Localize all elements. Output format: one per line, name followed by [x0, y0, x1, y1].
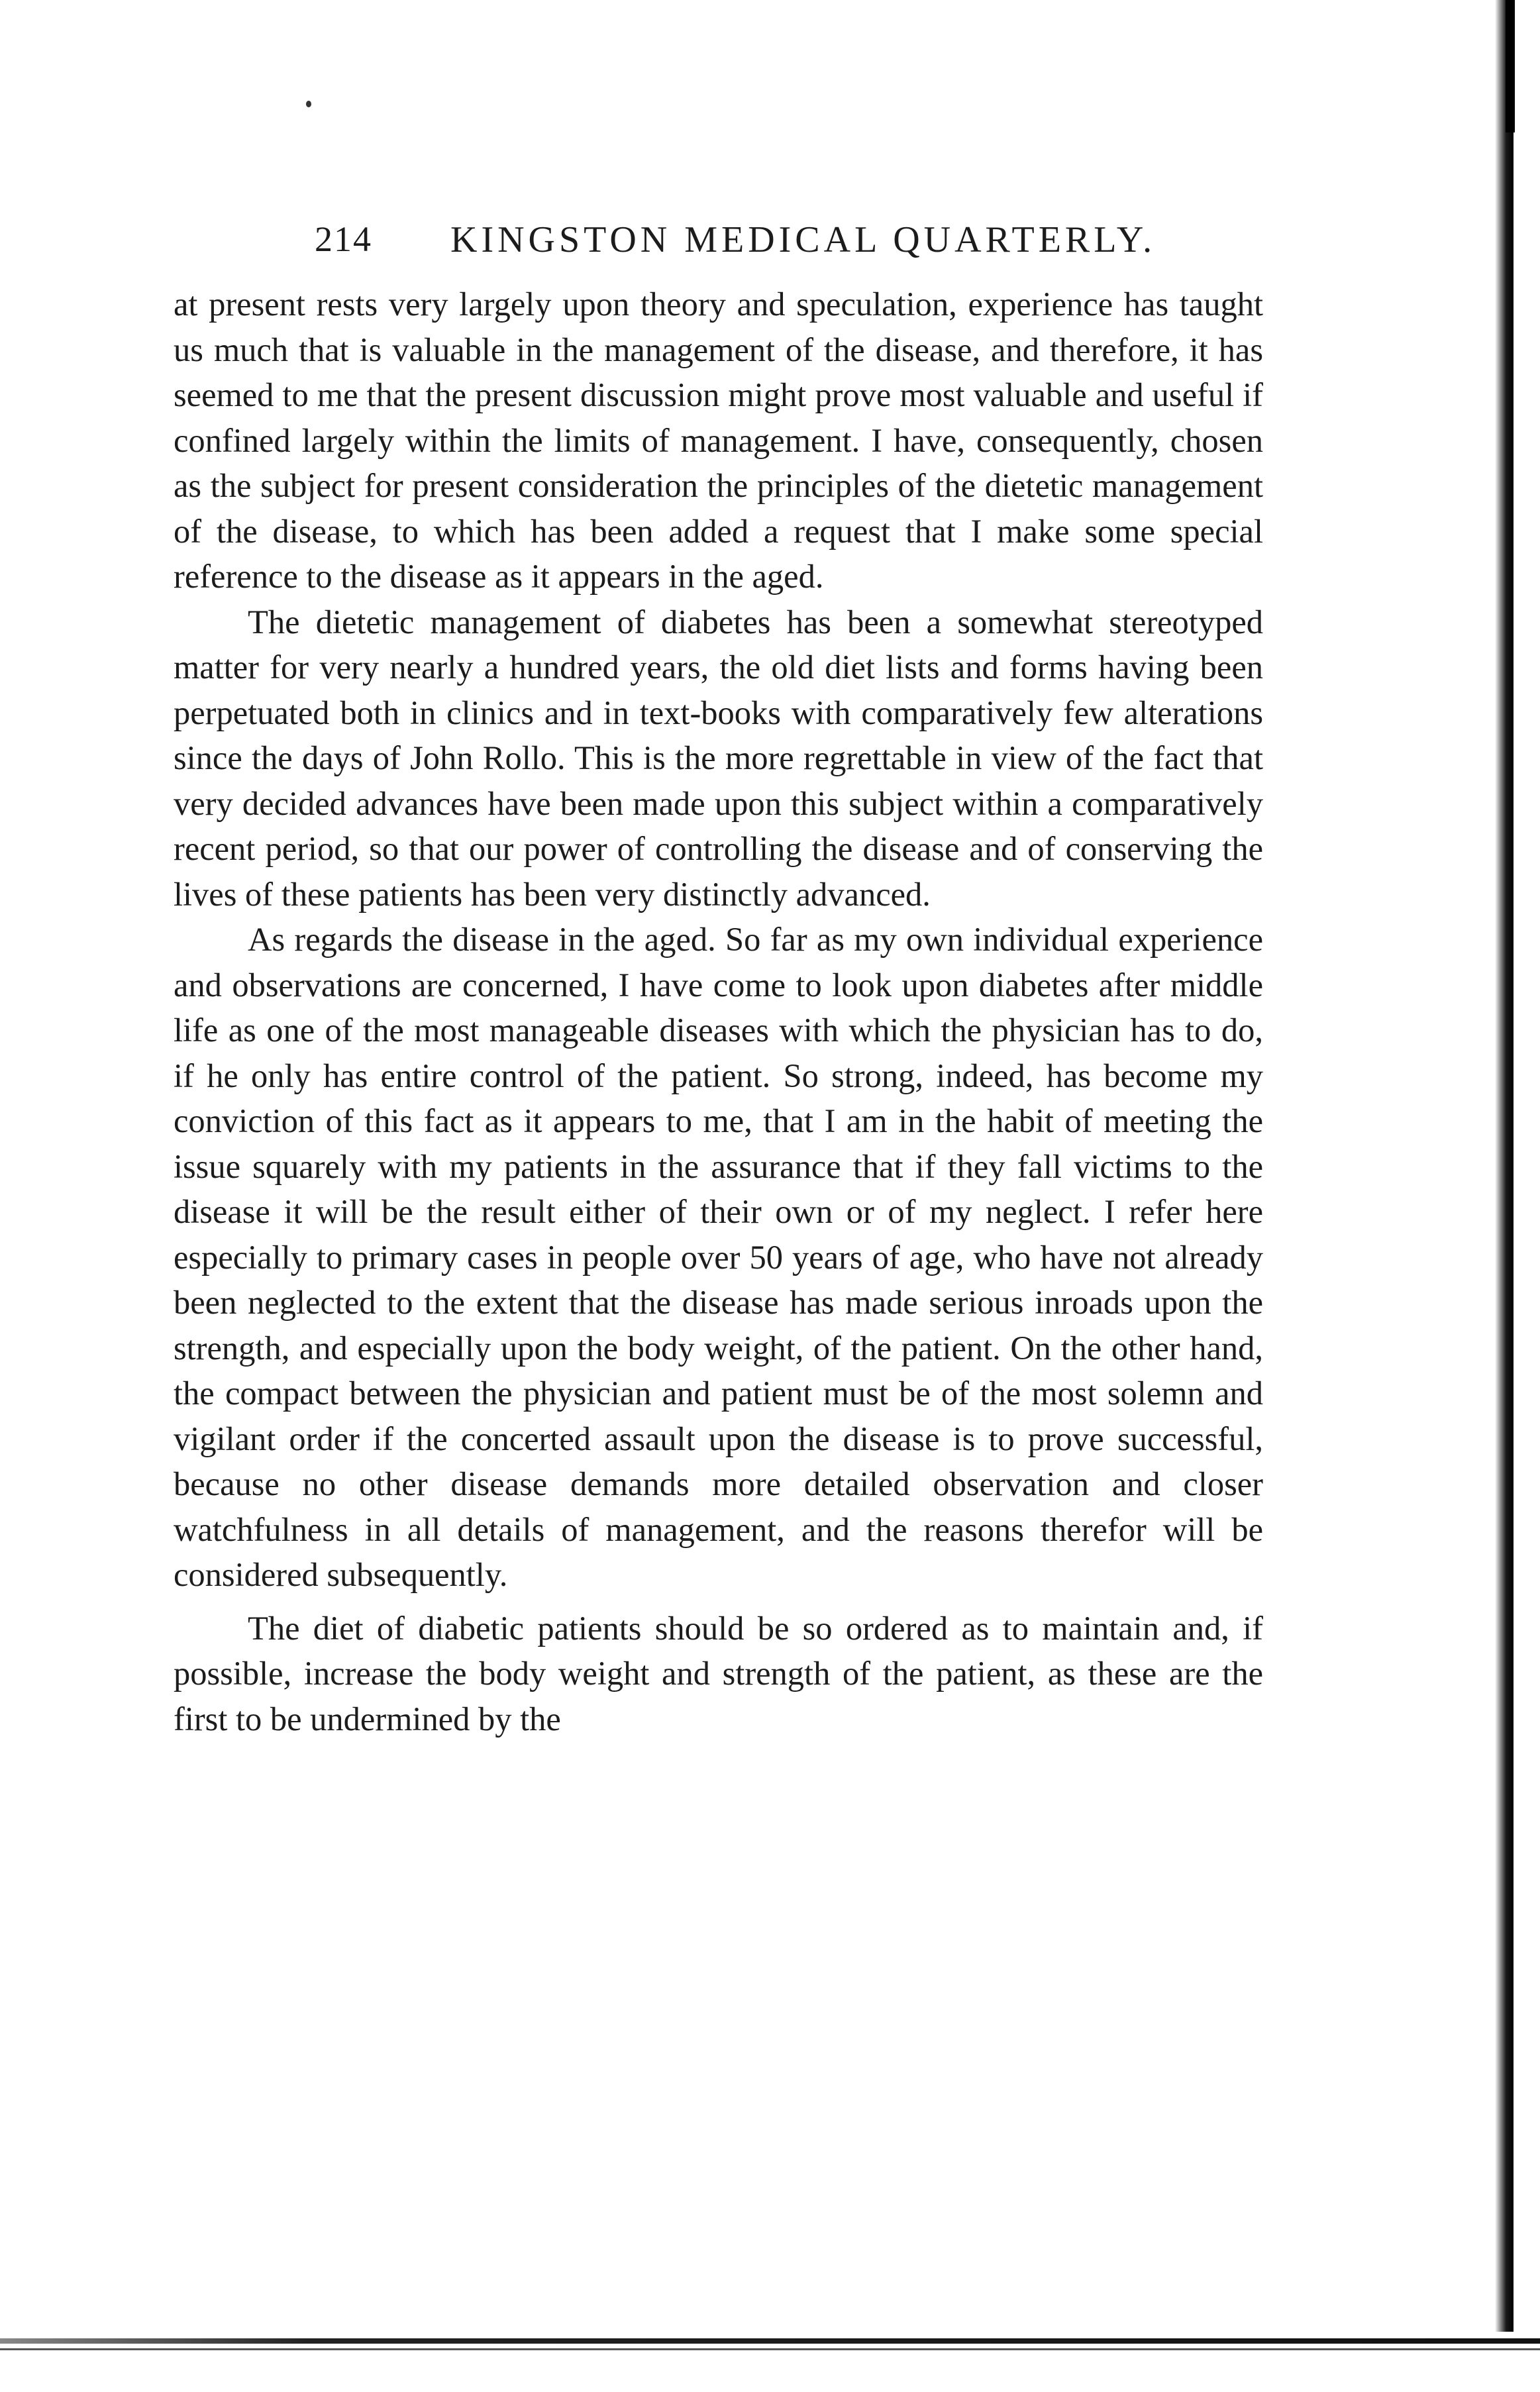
page-header: [315, 219, 1308, 272]
paragraph-continuation: at present rests very largely upon theory and speculation, experience has taught us much that is valuable in the management of the disease, and therefore, it has seemed to me that the present discussion might prove most valuable and useful if confined largely within the limits of management. I have, consequently, chosen as the subject for present consideration the principles of the dietetic management of the disease, to which has been added a request that I make some special reference to the disease as it appears in the aged.: [174, 286, 1263, 595]
binding-shadow-top: [1506, 0, 1515, 132]
page-number: 214: [315, 219, 372, 259]
running-head: KINGSTON MEDICAL QUARTERLY.: [450, 219, 1156, 260]
paragraph-dietetic-management: The dietetic management of diabetes has been a somewhat stereotyped matter for very nearly a hundred years, the old diet lists and forms having been perpetuated both in clinics and in text-books with comparatively few alterations since the days of John Rollo. This is the more regrettable in view of the fact that very decided advances have been made upon this subject within a comparatively recent period, so that our power of controlling the disease and of conserving the lives of these patients has been very distinctly advanced.: [174, 603, 1263, 913]
paragraph-disease-in-aged: As regards the disease in the aged. So far as my own individual experience and observations are concerned, I have come to look upon diabetes after middle life as one of the most manageable diseases with which the physician has to do, if he only has entire control of the patient. So strong, indeed, has become my conviction of this fact as it appears to me, that I am in the habit of meeting the issue squarely with my patients in the assurance that if they fall victims to the disease it will be the result either of their own or of my neglect. I refer here especially to primary cases in people over 50 years of age, who have not already been neglected to the extent that the disease has made serious inroads upon the strength, and especially upon the body weight, of the patient. On the other hand, the compact between the physician and patient must be of the most solemn and vigilant order if the concerted assault upon the disease is to prove successful, because no other disease demands more detailed observation and closer watchfulness in all details of management, and the reasons therefor will be considered subsequently.: [174, 921, 1263, 1593]
print-speck: [306, 101, 311, 107]
binding-shadow: [1495, 0, 1514, 2332]
bottom-edge-rule-thin: [0, 2348, 1540, 2350]
paragraph-diet-ordering: The diet of diabetic patients should be so ordered as to maintain and, if possible, increase the body weight and strength of the patient, as these are the first to be undermined by the: [174, 1609, 1263, 1738]
bottom-edge-rule: [0, 2338, 1540, 2344]
body-text: [174, 282, 1263, 1742]
